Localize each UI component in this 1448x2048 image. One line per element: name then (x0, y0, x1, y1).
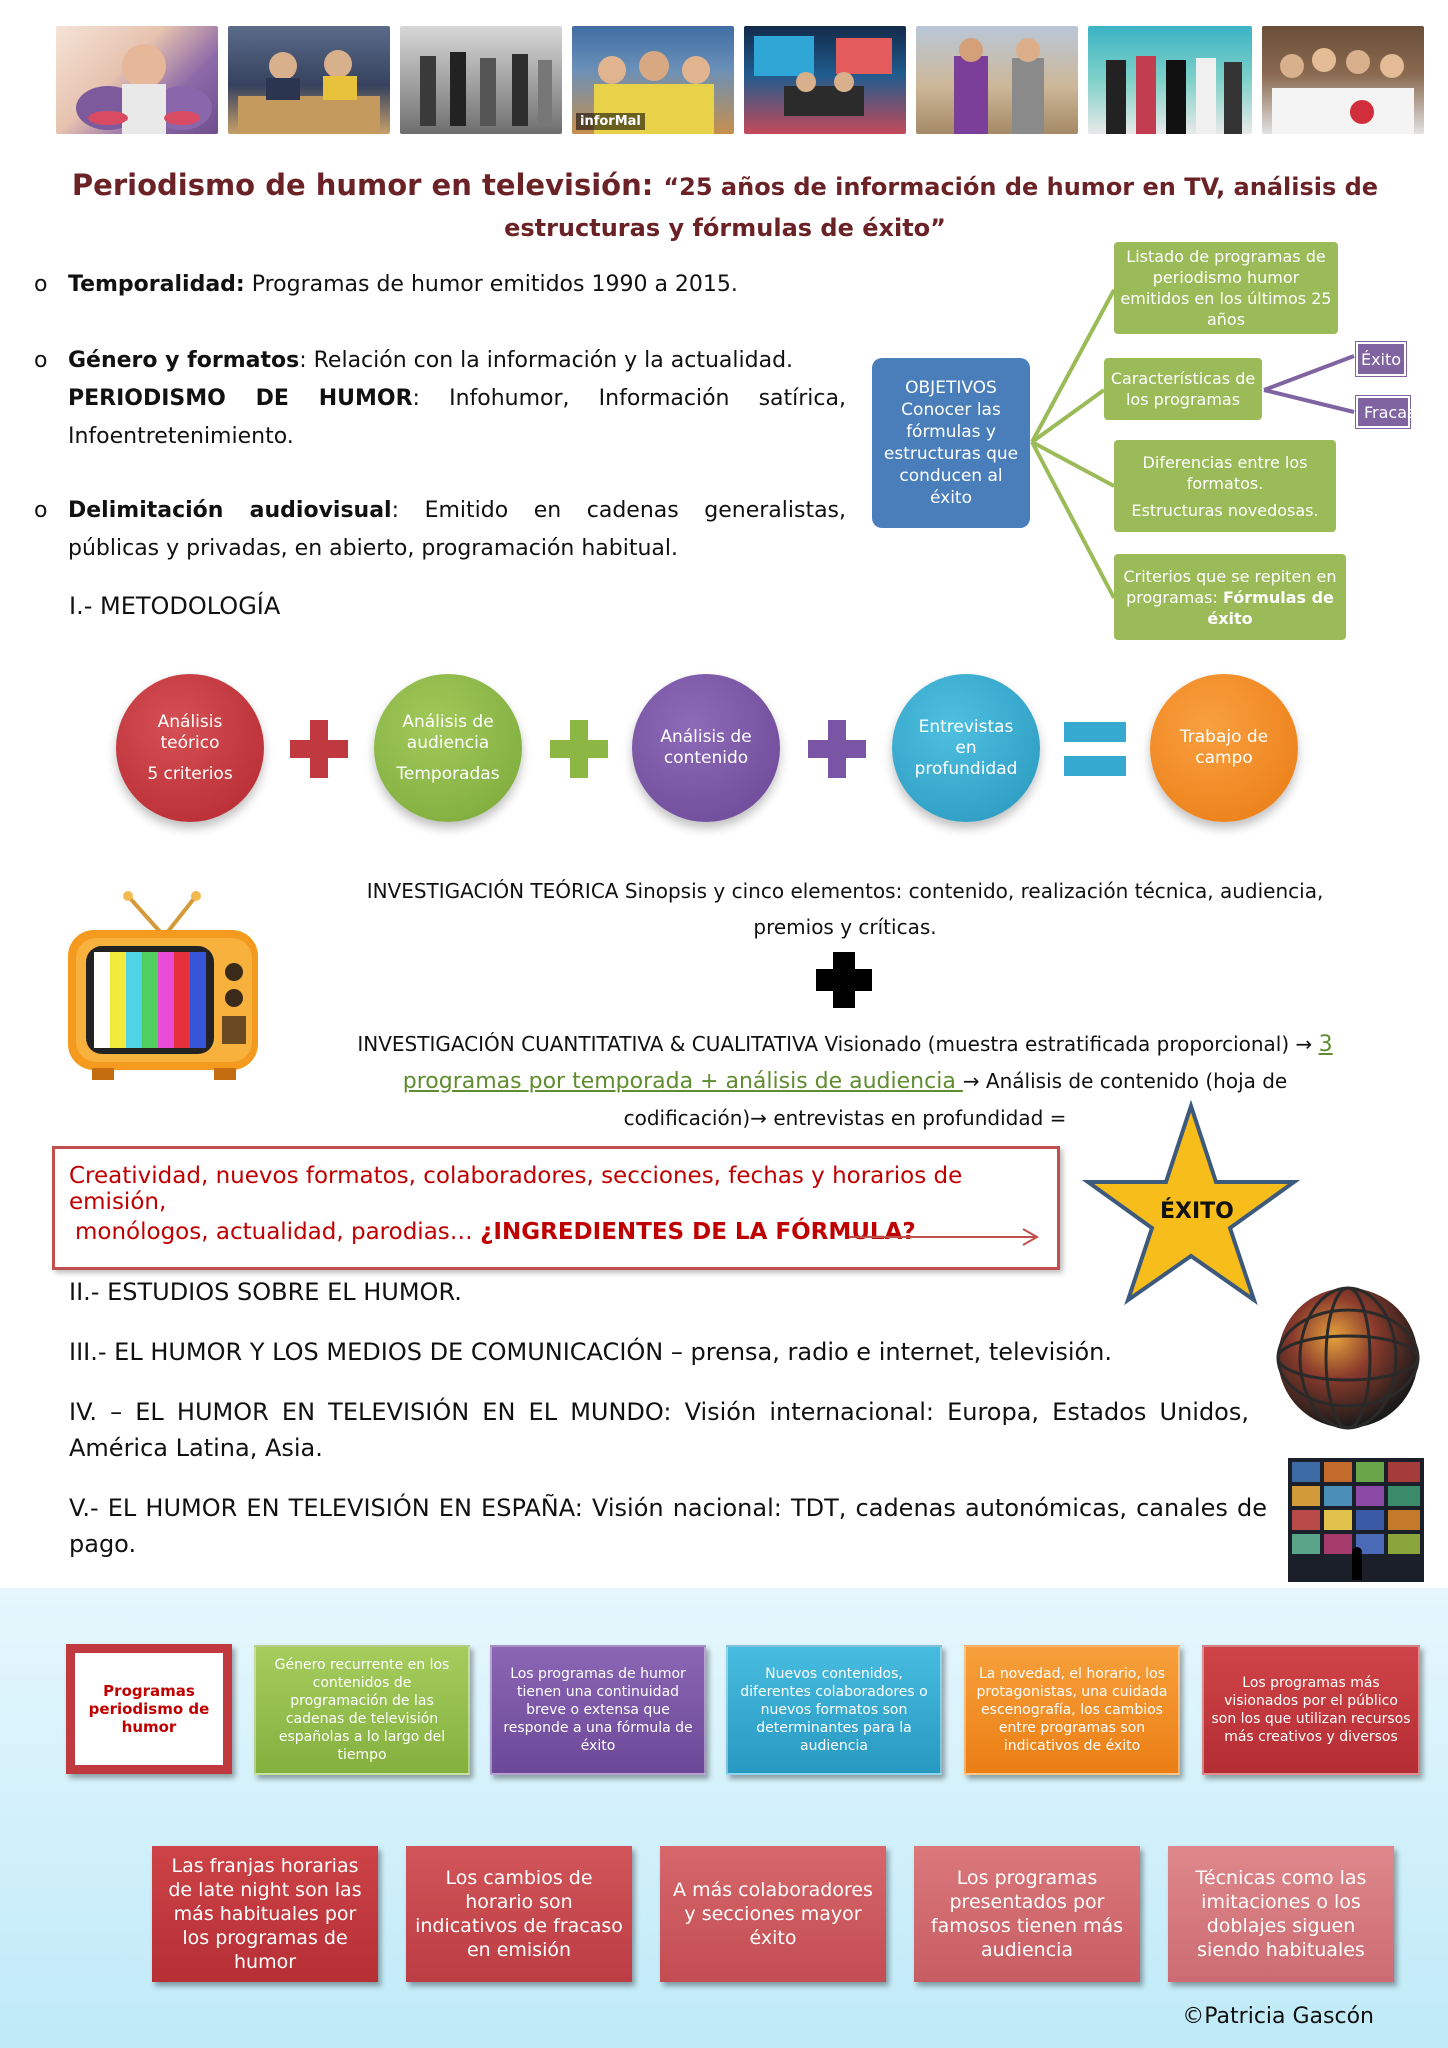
bullet-term: Género y formatos (68, 348, 300, 373)
video-wall-icon (1288, 1458, 1424, 1582)
sub-branch-text: Fracas (1364, 402, 1416, 422)
finding-card (964, 1645, 1180, 1775)
investigacion-teorica-text: INVESTIGACIÓN TEÓRICA Sinopsis y cinco elementos: contenido, realización técnica, audiencia, premios y críticas. (366, 879, 1324, 939)
objective-branch-listado (1114, 242, 1338, 334)
finding-card-large (660, 1846, 886, 1982)
section-medios: III.- EL HUMOR Y LOS MEDIOS DE COMUNICACIÓN – prensa, radio e internet, televisión. (69, 1338, 1113, 1366)
section-metodologia: I.- METODOLOGÍA (69, 592, 281, 620)
finding-card-title (66, 1644, 232, 1774)
quant-text-c: codificación) (623, 1106, 751, 1130)
bullet-term-2: PERIODISMO DE HUMOR (68, 386, 413, 411)
retro-tv-icon (62, 890, 266, 1084)
finding-card-text: Los programas presentados por famosos tienen más audiencia (930, 1867, 1124, 1961)
bullet-text: : Emitido en cadenas generalistas, públicas y privadas, en abierto, programación habitual. (68, 498, 847, 561)
arrow-icon: → (1295, 1032, 1313, 1056)
finding-card (1202, 1645, 1420, 1775)
method-label: Análisis de audiencia (402, 711, 494, 753)
bullet-text-2: : Infohumor, Información satírica, Infoentretenimiento. (68, 386, 846, 449)
finding-card (254, 1645, 470, 1775)
title-subtitle: “25 años de información de humor en TV, análisis de estructuras y fórmulas de éxito” (504, 173, 1379, 242)
copyright: ©Patricia Gascón (1182, 2004, 1374, 2029)
formula-line-2 (75, 1219, 916, 1245)
formula-arrow-icon (845, 1225, 1045, 1249)
section-estudios: II.- ESTUDIOS SOBRE EL HUMOR. (69, 1278, 462, 1306)
sub-branch-text: Éxito (1360, 349, 1402, 369)
finding-card-text: Los programas más visionados por el público son los que utilizan recursos más creativos y diversos (1211, 1675, 1411, 1745)
finding-card-text: Técnicas como las imitaciones o los doblajes siguen siendo habituales (1195, 1867, 1367, 1961)
method-circle-campo (1150, 674, 1298, 822)
bullet-marker: o (34, 498, 48, 523)
objective-branch-bold: Fórmulas de éxito (1207, 587, 1334, 628)
method-label: Entrevistas en profundidad (914, 716, 1018, 779)
finding-card-large (1168, 1846, 1394, 1982)
finding-card-text: Las franjas horarias de late night son las más habituales por los programas de humor (168, 1855, 362, 1973)
method-label: Análisis teórico (157, 711, 223, 753)
arrow-icon: → (962, 1069, 980, 1093)
objective-branch-text: Características de los programas (1110, 369, 1256, 409)
title-main: Periodismo de humor en televisión: (71, 168, 664, 202)
bullet-marker: o (34, 272, 48, 297)
sub-branch-fracaso (1356, 396, 1416, 428)
objective-branch-criterios (1114, 554, 1346, 640)
objective-branch-text: Diferencias entre los formatos. (1142, 452, 1308, 493)
bullet-term: Delimitación audiovisual (68, 498, 392, 523)
finding-card-large (152, 1846, 378, 1982)
quant-text-b: Análisis de contenido (hoja de (979, 1069, 1288, 1093)
section-mundo: IV. – EL HUMOR EN TELEVISIÓN EN EL MUNDO: Visión internacional: Europa, Estados Unidos, América Latina, Asia. (69, 1398, 1249, 1462)
arrow-icon: → (750, 1106, 767, 1130)
finding-card-large (406, 1846, 632, 1982)
objectives-main-box (872, 358, 1030, 528)
formula-line-1-text: Creatividad, nuevos formatos, colaboradores, secciones, fechas y horarios de emisión, (69, 1163, 963, 1215)
plus-icon (804, 716, 870, 782)
quant-text-a: INVESTIGACIÓN CUANTITATIVA & CUALITATIVA Visionado (muestra estratificada proporcional) (357, 1032, 1296, 1056)
equals-icon (1062, 720, 1128, 780)
plus-icon (286, 716, 352, 782)
black-plus-icon (814, 950, 874, 1010)
objective-branch-text: Listado de programas de periodismo humor emitidos en los últimos 25 años (1120, 247, 1332, 329)
section-espana: V.- EL HUMOR EN TELEVISIÓN EN ESPAÑA: Visión nacional: TDT, cadenas autonómicas, canales de pago. (69, 1494, 1267, 1558)
formula-line-2-text: monólogos, actualidad, parodias… (75, 1219, 481, 1245)
objective-branch-text: Criterios que se repiten en programas: (1123, 566, 1337, 607)
finding-card-text: La novedad, el horario, los protagonistas, una cuidada escenografía, los cambios entre programas son indicativos de éxito (976, 1666, 1168, 1754)
plus-icon (546, 716, 612, 782)
finding-card-large (914, 1846, 1140, 1982)
finding-card-text: Nuevos contenidos, diferentes colaboradores o nuevos formatos son determinantes para la audiencia (740, 1666, 928, 1754)
bullet-term: Temporalidad: (68, 272, 245, 297)
method-circle-teorico (116, 674, 264, 822)
finding-card (726, 1645, 942, 1775)
link-3[interactable]: 3 (1318, 1032, 1333, 1057)
bullet-text: : Relación con la información y la actualidad. (299, 348, 794, 373)
formula-box (52, 1146, 1060, 1270)
finding-card-text: Los programas de humor tienen una continuidad breve o extensa que responde a una fórmula de éxito (503, 1666, 693, 1754)
method-sub: 5 criterios (147, 763, 233, 784)
bullet-text: Programas de humor emitidos 1990 a 2015. (244, 272, 738, 297)
tv-globe-icon (1276, 1286, 1420, 1432)
finding-card-text: Género recurrente en los contenidos de programación de las cadenas de televisión españolas a lo largo del tiempo (274, 1657, 450, 1763)
quant-text-d: entrevistas en profundidad = (766, 1106, 1067, 1130)
informal-logo-label: inforMal (576, 113, 645, 130)
method-label: Análisis de contenido (660, 727, 752, 768)
finding-card-text: Los cambios de horario son indicativos de fracaso en emisión (415, 1867, 623, 1961)
objective-branch-diferencias (1114, 440, 1336, 532)
method-circle-contenido (632, 674, 780, 822)
method-sub: Temporadas (396, 763, 500, 784)
method-circle-audiencia (374, 674, 522, 822)
finding-card (490, 1645, 706, 1775)
bullet-marker: o (34, 348, 48, 373)
formula-question: ¿INGREDIENTES DE LA FÓRMULA? (480, 1219, 916, 1245)
objectives-main-text: OBJETIVOS Conocer las fórmulas y estructuras que conducen al éxito (883, 378, 1019, 508)
exito-label: ÉXITO (1160, 1199, 1234, 1224)
method-label: Trabajo de campo (1179, 727, 1269, 768)
finding-card-text: Programas periodismo de humor (88, 1682, 210, 1736)
objective-branch-caracteristicas (1104, 358, 1262, 420)
objective-branch-text-2: Estructuras novedosas. (1131, 500, 1319, 520)
finding-card-text: A más colaboradores y secciones mayor éxito (673, 1879, 873, 1949)
method-circle-entrevistas (892, 674, 1040, 822)
formula-line-1 (69, 1163, 1057, 1215)
sub-branch-exito (1356, 342, 1406, 376)
link-programas-temporada[interactable]: programas por temporada + análisis de audiencia (402, 1069, 963, 1094)
investigacion-teorica (340, 873, 1350, 945)
